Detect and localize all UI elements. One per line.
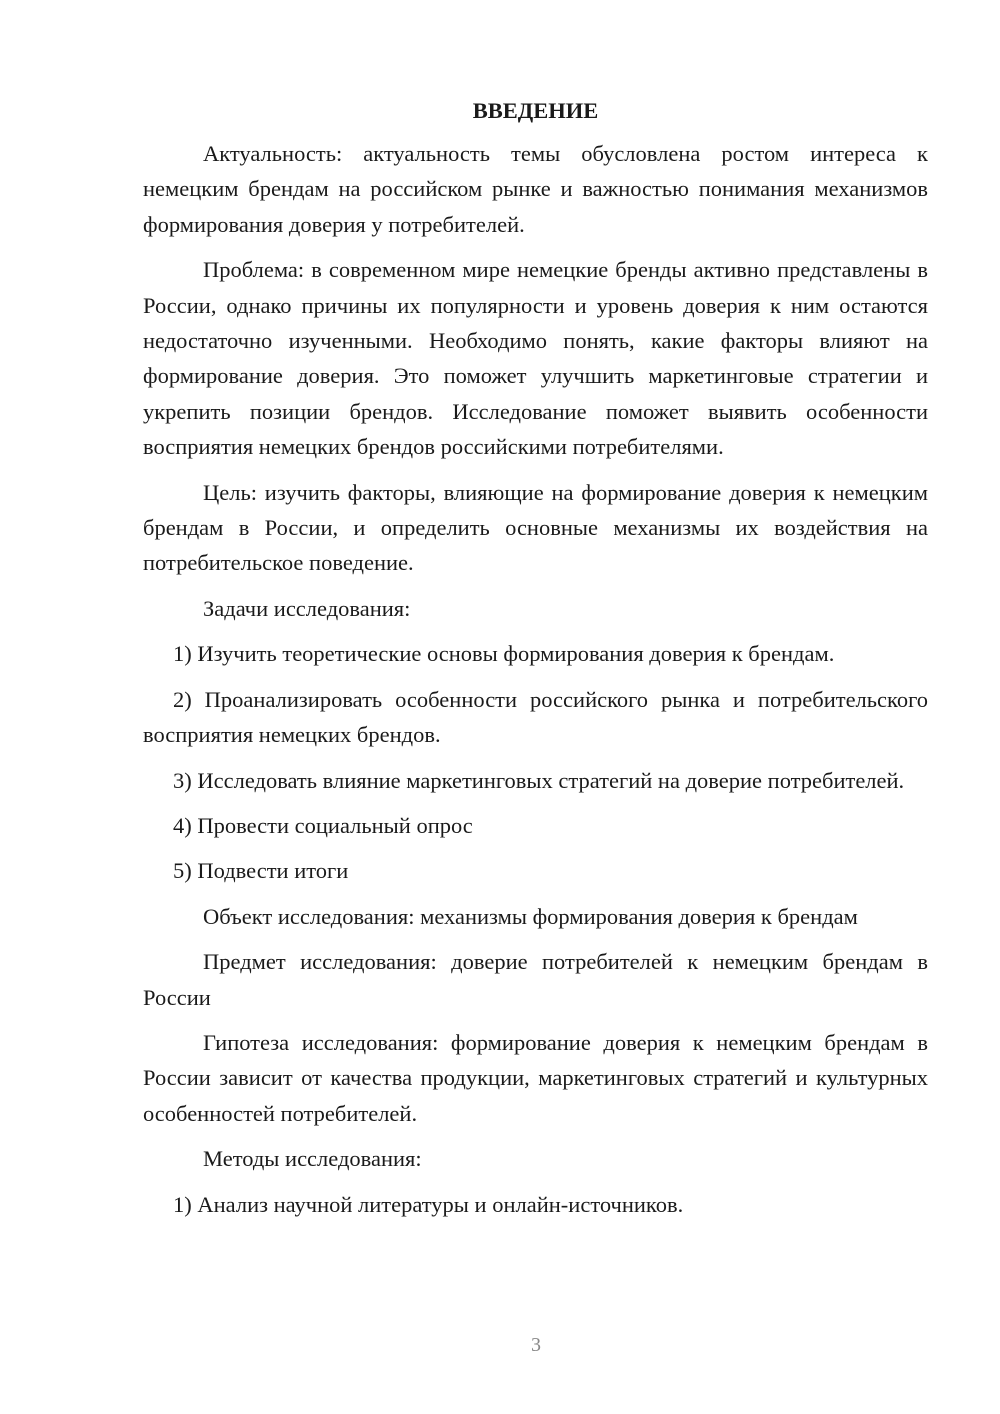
paragraph-relevance: Актуальность: актуальность темы обусловлена ростом интереса к немецким брендам на российском рынке и важностью понимания механизмов формирования доверия у потребителей.: [143, 141, 928, 237]
task-item-5: 5) Подвести итоги: [173, 858, 349, 884]
paragraph-hypothesis: Гипотеза исследования: формирование доверия к немецким брендам в России зависит от качества продукции, маркетинговых стратегий и культурных особенностей потребителей.: [143, 1029, 928, 1126]
page-number: 3: [531, 1334, 541, 1356]
section-heading: ВВЕДЕНИЕ: [472, 98, 599, 123]
method-item-1: 1) Анализ научной литературы и онлайн-источников.: [173, 1191, 684, 1217]
document-page: [143, 92, 928, 1232]
paragraph-goal: Цель: изучить факторы, влияющие на формирование доверия к немецким брендам в России, и определить основные механизмы их воздействия на потребительское поведение.: [143, 479, 928, 576]
task-item-4: 4) Провести социальный опрос: [173, 812, 473, 838]
paragraph-problem: Проблема: в современном мире немецкие бренды активно представлены в России, однако причины их популярности и уровень доверия к ним остаются недостаточно изученными. Необходимо понять, какие факторы влияют на формирование доверия. Это поможет улучшить маркетинговые стратегии и укрепить позиции брендов. Исследование поможет выявить особенности восприятия немецких брендов российскими потребителями.: [143, 257, 928, 460]
task-item-1: 1) Изучить теоретические основы формирования доверия к брендам.: [173, 641, 835, 667]
paragraph-subject: Предмет исследования: доверие потребителей к немецким брендам в России: [143, 949, 928, 1010]
task-item-2: 2) Проанализировать особенности российского рынка и потребительского восприятия немецких брендов.: [143, 686, 928, 748]
task-item-3: 3) Исследовать влияние маркетинговых стратегий на доверие потребителей.: [173, 767, 905, 793]
paragraph-object: Объект исследования: механизмы формирования доверия к брендам: [203, 903, 858, 929]
methods-heading: Методы исследования:: [203, 1146, 422, 1172]
tasks-heading: Задачи исследования:: [203, 595, 411, 621]
